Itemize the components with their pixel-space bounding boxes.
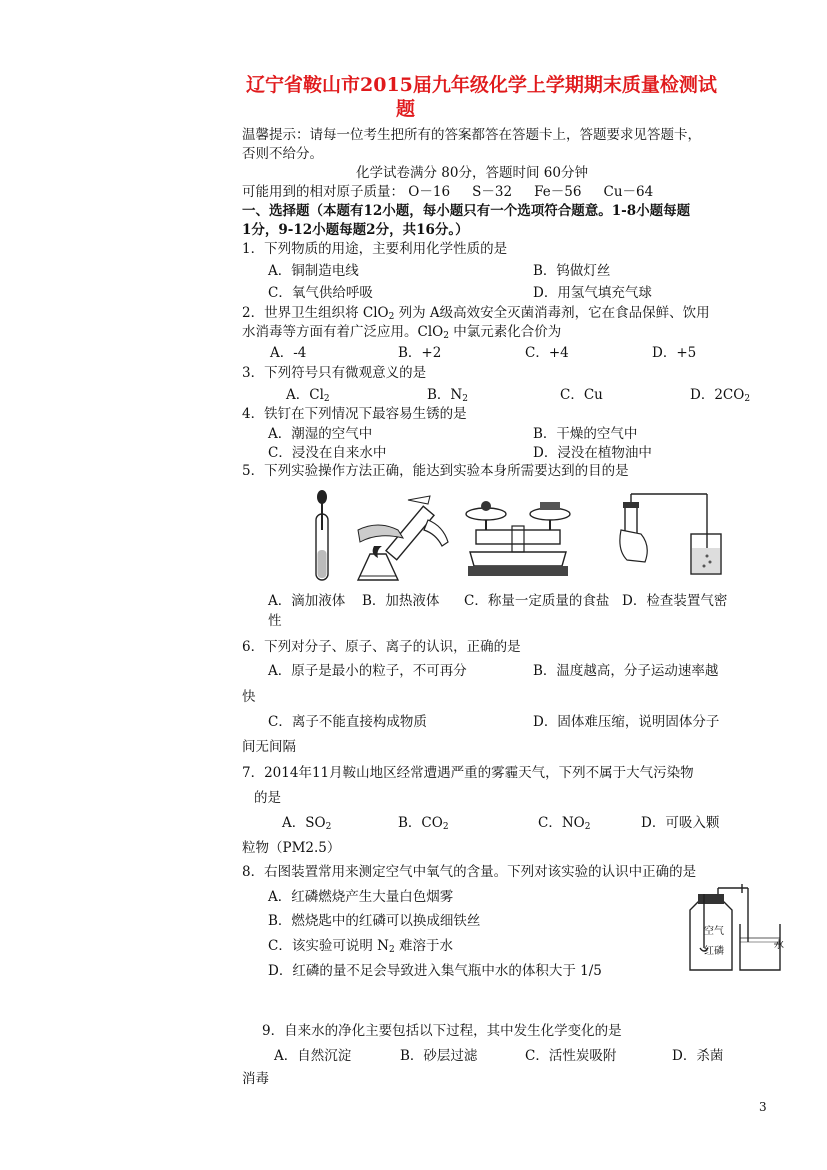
question-1-stem: 1．下列物质的用途，主要利用化学性质的是 bbox=[242, 241, 508, 257]
q4-option-a: A．潮湿的空气中 bbox=[268, 426, 373, 442]
section-heading-cont: 1分，9-12小题每题2分，共16分。） bbox=[242, 222, 469, 238]
q8-option-b: B．燃烧匙中的红磷可以换成细铁丝 bbox=[268, 913, 481, 929]
q5-option-b: B．加热液体 bbox=[362, 593, 440, 609]
question-4-stem: 4．铁钉在下列情况下最容易生锈的是 bbox=[242, 406, 467, 422]
q2-option-b: B．+2 bbox=[398, 345, 442, 361]
q3-option-c: C．Cu bbox=[560, 387, 603, 403]
airtightness-check-figure bbox=[615, 490, 723, 582]
q3-option-b: B．$N_2$ bbox=[427, 387, 468, 404]
q3-option-d: D．$2CO_2$ bbox=[690, 387, 751, 404]
q9-option-b: B．砂层过滤 bbox=[400, 1048, 478, 1064]
q3-option-a: A．$Cl_2$ bbox=[286, 387, 330, 404]
exam-info: 化学试卷满分 80分，答题时间 60分钟 bbox=[356, 165, 588, 181]
q7-option-c: C．$NO_2$ bbox=[538, 815, 591, 832]
q4-option-d: D．浸没在植物油中 bbox=[533, 445, 652, 461]
q8-option-a: A．红磷燃烧产生大量白色烟雾 bbox=[268, 889, 454, 905]
q9-option-d: D．杀菌 bbox=[672, 1048, 724, 1064]
page-title-cont: 题 bbox=[396, 98, 416, 120]
question-2-stem-cont: 水消毒等方面有着广泛应用。ClO$_2$ 中氯元素化合价为 bbox=[242, 324, 562, 341]
q9-option-a: A．自然沉淀 bbox=[274, 1048, 352, 1064]
q1-option-d: D．用氢气填充气球 bbox=[533, 285, 652, 301]
tip-text-cont: 否则不给分。 bbox=[242, 146, 323, 162]
question-7-stem: 7．2014年11月鞍山地区经常遭遇严重的雾霾天气，下列不属于大气污染物 bbox=[242, 765, 694, 781]
q6-option-b-cont: 快 bbox=[242, 689, 256, 705]
question-3-stem: 3．下列符号只有微观意义的是 bbox=[242, 365, 427, 381]
q1-option-c: C．氧气供给呼吸 bbox=[268, 285, 373, 301]
q8-option-d: D．红磷的量不足会导致进入集气瓶中水的体积大于 1/5 bbox=[268, 963, 602, 979]
q2-option-c: C．+4 bbox=[525, 345, 569, 361]
question-7-stem-cont: 的是 bbox=[254, 790, 281, 806]
figure-label-red-phosphorus: 红磷 bbox=[704, 946, 724, 957]
q5-option-d: D．检查装置气密 bbox=[622, 593, 728, 609]
q6-option-c: C．离子不能直接构成物质 bbox=[268, 714, 427, 730]
figure-label-water: 水 bbox=[774, 940, 784, 951]
q6-option-d-cont: 间无间隔 bbox=[242, 739, 296, 755]
q5-option-d-cont: 性 bbox=[268, 613, 282, 629]
q1-option-b: B．钨做灯丝 bbox=[533, 263, 611, 279]
q9-option-c: C．活性炭吸附 bbox=[525, 1048, 617, 1064]
q7-option-a: A．$SO_2$ bbox=[282, 815, 332, 832]
q6-option-d: D．固体难压缩，说明固体分子 bbox=[533, 714, 720, 730]
tip-text: 温馨提示：请每一位考生把所有的答案都答在答题卡上，答题要求见答题卡， bbox=[242, 127, 701, 143]
heating-liquid-figure bbox=[348, 490, 456, 582]
q1-option-a: A．铜制造电线 bbox=[268, 263, 359, 279]
q4-option-c: C．浸没在自来水中 bbox=[268, 445, 387, 461]
q2-option-d: D．+5 bbox=[652, 345, 697, 361]
question-2-stem: 2．世界卫生组织将 ClO$_2$ 列为 A级高效安全灭菌消毒剂，它在食品保鲜、饮用 bbox=[242, 305, 710, 322]
question-9-stem: 9．自来水的净化主要包括以下过程，其中发生化学变化的是 bbox=[262, 1023, 622, 1039]
page-number: 3 bbox=[759, 1100, 767, 1114]
dropper-test-tube-figure bbox=[300, 490, 350, 582]
oxygen-measurement-apparatus-figure bbox=[684, 884, 784, 976]
page-title: 辽宁省鞍山市2015届九年级化学上学期期末质量检测试 bbox=[246, 74, 717, 96]
section-heading: 一、选择题（本题有12小题，每小题只有一个选项符合题意。1-8小题每题 bbox=[242, 203, 691, 219]
question-6-stem: 6．下列对分子、原子、离子的认识，正确的是 bbox=[242, 639, 521, 655]
q2-option-a: A．-4 bbox=[270, 345, 307, 361]
q7-option-b: B．$CO_2$ bbox=[398, 815, 449, 832]
atomic-mass: 可能用到的相对原子质量： O－16 S－32 Fe－56 Cu－64 bbox=[242, 184, 654, 200]
q8-option-c: C．该实验可说明 $N_2$ 难溶于水 bbox=[268, 938, 453, 955]
q5-option-c: C．称量一定质量的食盐 bbox=[464, 593, 610, 609]
q4-option-b: B．干燥的空气中 bbox=[533, 426, 638, 442]
balance-scale-figure bbox=[462, 496, 574, 582]
question-8-stem: 8．右图装置常用来测定空气中氧气的含量。下列对该实验的认识中正确的是 bbox=[242, 864, 697, 880]
question-5-stem: 5．下列实验操作方法正确，能达到实验本身所需要达到的目的是 bbox=[242, 463, 629, 479]
q5-option-a: A．滴加液体 bbox=[268, 593, 346, 609]
q6-option-a: A．原子是最小的粒子，不可再分 bbox=[268, 663, 467, 679]
q9-option-d-cont: 消毒 bbox=[242, 1071, 269, 1087]
q6-option-b: B．温度越高，分子运动速率越 bbox=[533, 663, 719, 679]
q7-option-d: D．可吸入颗 bbox=[641, 815, 720, 831]
figure-label-air: 空气 bbox=[704, 926, 724, 937]
q7-option-d-cont: 粒物（PM2.5） bbox=[242, 840, 341, 856]
